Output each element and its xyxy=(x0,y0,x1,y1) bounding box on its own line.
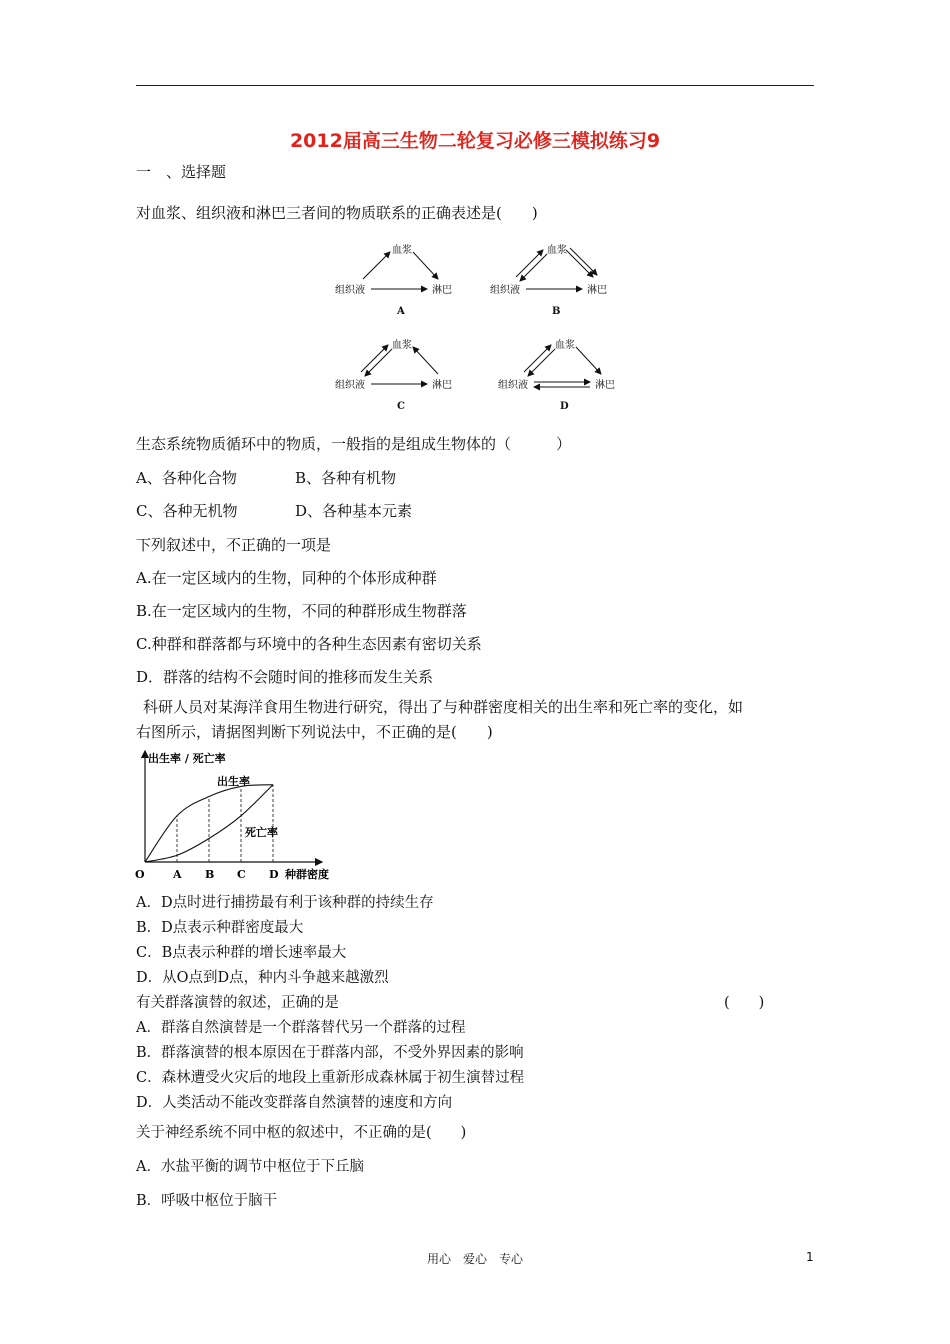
q2-option-a: A、各种化合物 xyxy=(136,469,237,487)
q4-stem-line1: 科研人员对某海洋食用生物进行研究，得出了与种群密度相关的出生率和死亡率的变化，如 xyxy=(143,698,744,716)
y-axis-label: 出生率 / 死亡率 xyxy=(148,752,226,765)
q5-option-b: B．群落演替的根本原因在于群落内部，不受外界因素的影响 xyxy=(136,1045,524,1061)
plasma-label-d: 血浆 xyxy=(555,340,575,351)
lymph-label-a: 淋巴 xyxy=(432,285,452,296)
q3-option-a: A.在一定区域内的生物，同种的个体形成种群 xyxy=(136,569,437,587)
birth-rate-label: 出生率 xyxy=(217,775,250,788)
q3-option-c: C.种群和群落都与环境中的各种生态因素有密切关系 xyxy=(136,635,482,653)
tissue-label-d: 组织液 xyxy=(498,380,528,391)
tissue-label-c: 组织液 xyxy=(335,380,365,391)
q2-option-b: B、各种有机物 xyxy=(295,469,397,487)
q3-option-d: D．群落的结构不会随时间的推移而发生关系 xyxy=(136,668,434,686)
x-tick-O: O xyxy=(135,868,145,881)
lymph-label-b: 淋巴 xyxy=(587,285,607,296)
tissue-label-b: 组织液 xyxy=(490,285,520,296)
q4-option-a: A．D点时进行捕捞最有利于该种群的持续生存 xyxy=(136,895,434,911)
plasma-label-b: 血浆 xyxy=(547,245,567,256)
q5-stem: 有关群落演替的叙述，正确的是 xyxy=(136,995,339,1011)
q4-option-b: B．D点表示种群密度最大 xyxy=(136,920,304,936)
q6-stem: 关于神经系统不同中枢的叙述中，不正确的是( ) xyxy=(136,1125,467,1141)
diagram-d xyxy=(498,338,615,412)
diagram-c xyxy=(335,338,452,412)
q1-stem: 对血浆、组织液和淋巴三者间的物质联系的正确表述是( ) xyxy=(136,204,538,222)
option-c-label: C xyxy=(397,401,405,412)
diagram-b xyxy=(490,243,607,317)
tissue-label-a: 组织液 xyxy=(335,285,365,296)
x-tick-A: A xyxy=(173,868,182,881)
q6-option-a: A．水盐平衡的调节中枢位于下丘脑 xyxy=(136,1159,364,1175)
lymph-label-c: 淋巴 xyxy=(432,380,452,391)
q4-stem-line2: 右图所示，请据图判断下列说法中，不正确的是( ) xyxy=(136,723,493,741)
q5-answer-paren: ( ) xyxy=(724,995,765,1011)
option-a-label: A xyxy=(397,306,405,317)
plasma-label-a: 血浆 xyxy=(392,245,412,256)
x-tick-D: D xyxy=(269,868,279,881)
plasma-label-c: 血浆 xyxy=(392,340,412,351)
diagram-a xyxy=(335,243,452,317)
q3-stem: 下列叙述中，不正确的一项是 xyxy=(136,536,332,554)
footer-motto: 用心 爱心 专心 xyxy=(426,1252,523,1266)
q5-option-d: D．人类活动不能改变群落自然演替的速度和方向 xyxy=(136,1095,453,1111)
x-tick-C: C xyxy=(237,868,246,881)
option-d-label: D xyxy=(560,401,569,412)
option-b-label: B xyxy=(552,306,561,317)
q5-option-c: C．森林遭受火灾后的地段上重新形成森林属于初生演替过程 xyxy=(136,1070,525,1086)
page-title: 2012届高三生物二轮复习必修三模拟练习9 xyxy=(289,130,661,152)
q5-option-a: A．群落自然演替是一个群落替代另一个群落的过程 xyxy=(136,1020,466,1036)
q4-option-c: C．B点表示种群的增长速率最大 xyxy=(136,945,347,961)
page-number: 1 xyxy=(806,1250,814,1264)
q3-option-b: B.在一定区域内的生物，不同的种群形成生物群落 xyxy=(136,602,467,620)
q2-option-c: C、各种无机物 xyxy=(136,502,238,520)
section-heading: 一 、选择题 xyxy=(136,163,227,181)
death-rate-label: 死亡率 xyxy=(245,826,278,839)
q6-option-b: B．呼吸中枢位于脑干 xyxy=(136,1193,278,1209)
header-rule xyxy=(136,85,814,86)
q2-option-d: D、各种基本元素 xyxy=(295,502,413,520)
birth-death-rate-chart xyxy=(134,745,344,885)
x-axis-label: 种群密度 xyxy=(285,868,329,881)
q2-stem: 生态系统物质循环中的物质，一般指的是组成生物体的（ ） xyxy=(136,435,572,453)
x-tick-B: B xyxy=(205,868,215,881)
q1-diagrams xyxy=(320,235,630,415)
lymph-label-d: 淋巴 xyxy=(595,380,615,391)
q4-option-d: D．从O点到D点，种内斗争越来越激烈 xyxy=(136,970,389,986)
